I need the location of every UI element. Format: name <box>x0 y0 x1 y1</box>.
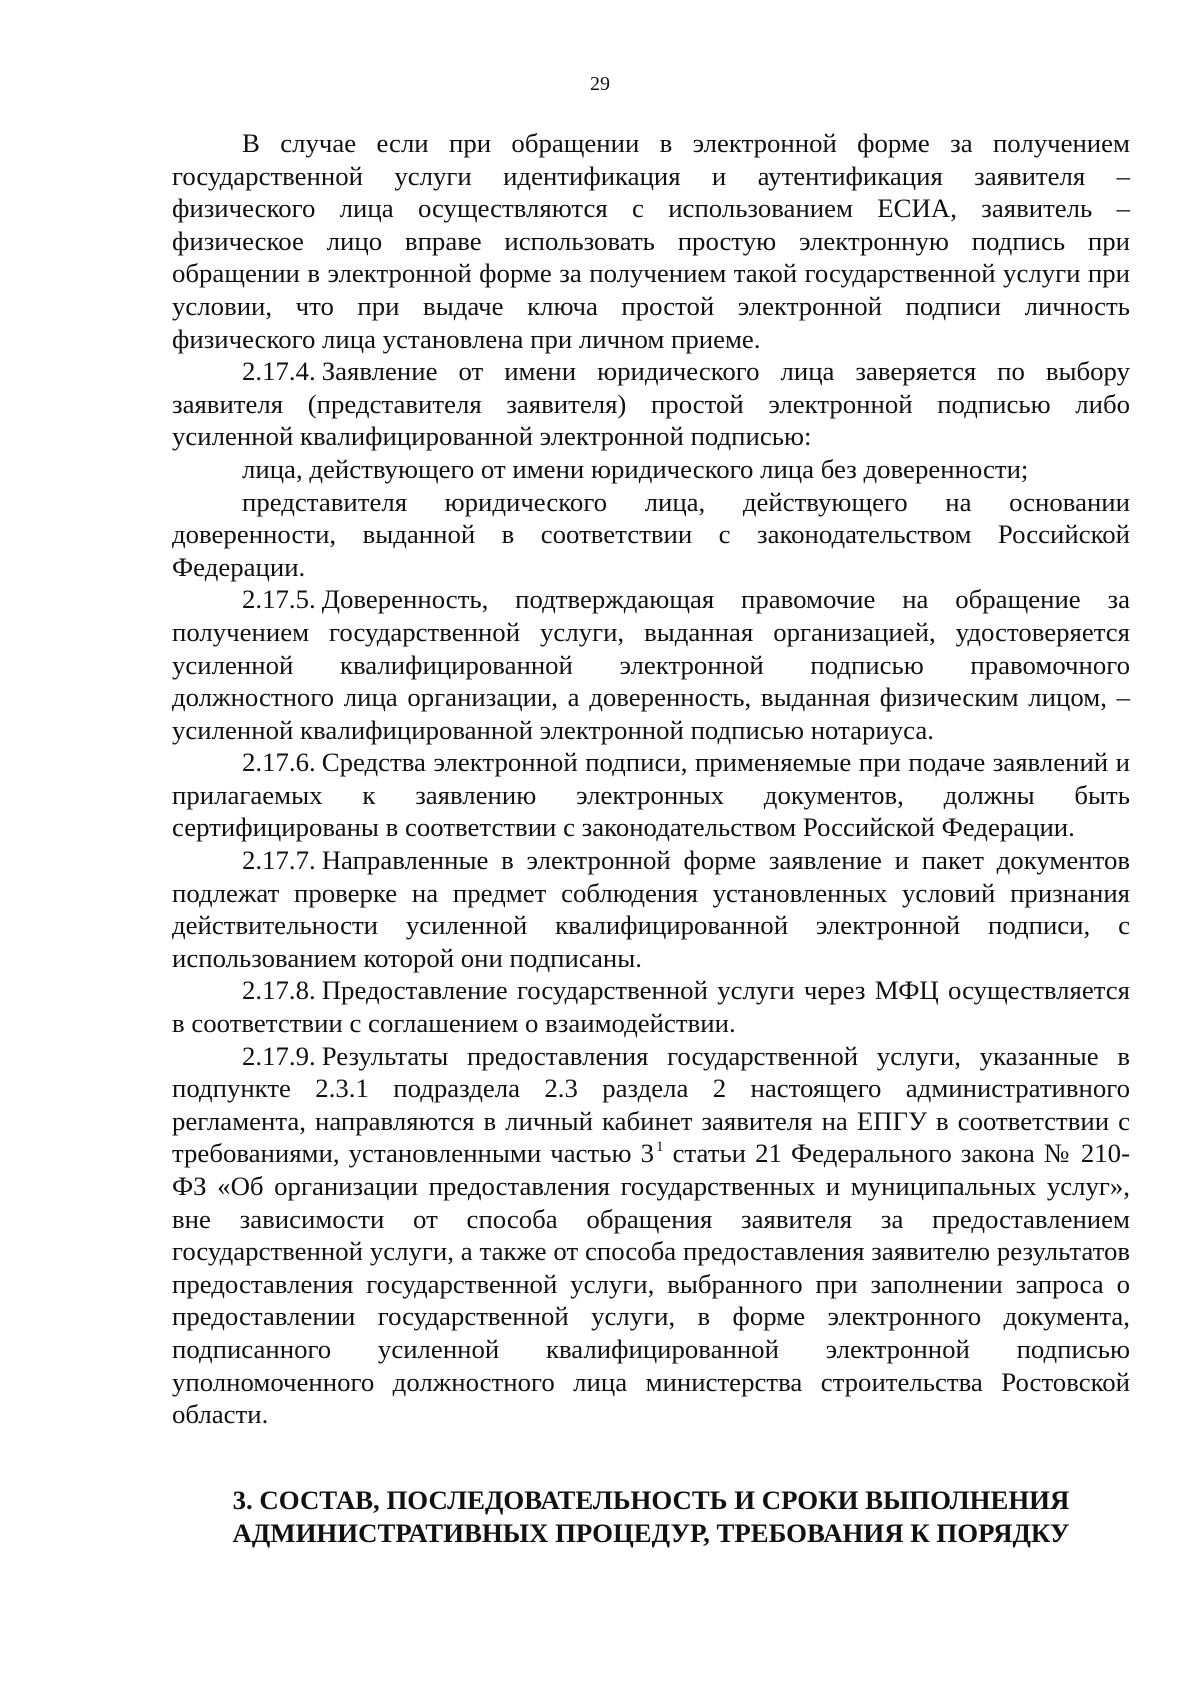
paragraph-2-17-4 <box>172 355 1130 453</box>
paragraph-number: 2.17.7. <box>242 845 316 876</box>
section-heading-line-1: 3. СОСТАВ, ПОСЛЕДОВАТЕЛЬНОСТЬ И СРОКИ ВЫПОЛНЕНИЯ <box>232 1485 1070 1515</box>
section-heading <box>172 1484 1130 1550</box>
paragraph-text-before-footnote: Результаты предоставления государственной услуги, указанные в подпункте 2.3.1 подраздела 2.3 раздела 2 настоящего административного регламента, направляются в личный кабинет заявителя на ЕПГУ в соответствии с требованиями, установленными частью 3 <box>172 1040 1130 1169</box>
paragraph-text: В случае если при обращении в электронной форме за получением государственной услуги идентификация и аутентификация заявителя – физического лица осуществляются с использованием ЕСИА, заявитель – физическое лицо вправе использовать простую электронную подпись при обращении в электронной форме за получением такой государственной услуги при условии, что при выдаче ключа простой электронной подписи личность физического лица установлена при личном приеме. <box>172 128 1130 354</box>
paragraph-text: Заявление от имени юридического лица заверяется по выбору заявителя (представителя заявителя) простой электронной подписью либо усиленной квалифицированной электронной подписью: <box>172 356 1130 452</box>
paragraph-number: 2.17.4. <box>242 356 316 387</box>
paragraph-number: 2.17.8. <box>242 975 316 1006</box>
paragraph-number: 2.17.5. <box>242 584 316 615</box>
paragraph-text: Средства электронной подписи, применяемые при подаче заявлений и прилагаемых к заявлению электронных документов, должны быть сертифицированы в соответствии с законодательством Российской Федерации. <box>172 747 1130 843</box>
paragraph-2-17-8 <box>172 974 1130 1039</box>
section-heading-line-2: АДМИНИСТРАТИВНЫХ ПРОЦЕДУР, ТРЕБОВАНИЯ К ПОРЯДКУ <box>232 1518 1070 1548</box>
paragraph-2-17-7 <box>172 844 1130 974</box>
superscript-mark: 1 <box>656 1139 664 1156</box>
paragraph-number: 2.17.6. <box>242 747 316 778</box>
document-body <box>172 127 1130 1431</box>
page-number: 29 <box>590 73 610 95</box>
paragraph-text: Доверенность, подтверждающая правомочие на обращение за получением государственной услуги, выданная организацией, удостоверяется усиленной квалифицированной электронной подписью правомочного должностного лица организации, а доверенность, выданная физическим лицом, – усиленной квалифицированной электронной подписью нотариуса. <box>172 584 1130 745</box>
paragraph-text: лица, действующего от имени юридического лица без доверенности; <box>242 453 1029 484</box>
paragraph-text: Предоставление государственной услуги через МФЦ осуществляется в соответствии с соглашением о взаимодействии. <box>172 975 1130 1039</box>
paragraph-text: Направленные в электронной форме заявление и пакет документов подлежат проверке на предмет соблюдения установленных условий признания действительности усиленной квалифицированной электронной подписи, с использованием которой они подписаны. <box>172 845 1130 973</box>
paragraph-esia-simple-signature <box>172 127 1130 355</box>
paragraph-text: представителя юридического лица, действующего на основании доверенности, выданной в соответствии с законодательством Российской Федерации. <box>172 486 1130 582</box>
paragraph-2-17-5 <box>172 583 1130 746</box>
paragraph-2-17-6 <box>172 746 1130 844</box>
paragraph-2-17-9 <box>172 1040 1130 1431</box>
paragraph-list-item-without-power-of-attorney <box>172 453 1130 486</box>
paragraph-number: 2.17.9. <box>242 1040 316 1071</box>
paragraph-text-after-footnote: статьи 21 Федерального закона № 210-ФЗ «Об организации предоставления государственных и муниципальных услуг», вне зависимости от способа обращения заявителя за предоставлением государственной услуги, а также от способа предоставления заявителю результатов предоставления государственной услуги, выбранного при заполнении запроса о предоставлении государственной услуги, в форме электронного документа, подписанного усиленной квалифицированной электронной подписью уполномоченного должностного лица министерства строительства Ростовской области. <box>172 1138 1131 1430</box>
paragraph-list-item-representative <box>172 486 1130 584</box>
